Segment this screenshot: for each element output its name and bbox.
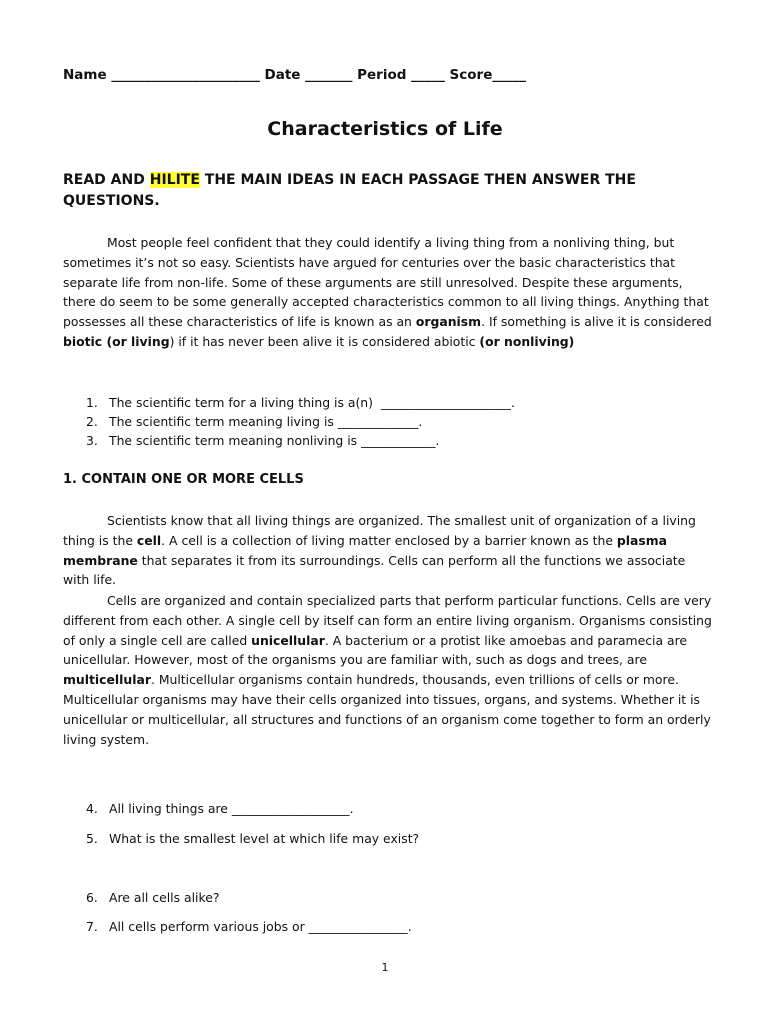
term-cell: cell [136,532,162,548]
cells2-text-3: . Multicellular organisms contain hundreds, thousands, even trillions of cells or more. Multicellular organisms may have their cells organized into tissues, organs, and systems. Whether it is unicellular or multicellular, all structures and functions of an organism come together to form an orderly living system. [63,672,711,747]
cells1-text-2: . A cell is a collection of living matter enclosed by a barrier known as the [161,532,617,548]
intro-paragraph [63,233,713,352]
question-text: All living things are ___________________. [109,801,354,816]
term-multicellular: multicellular [63,672,151,688]
question-number: 6. [86,890,98,905]
question-6 [86,888,219,907]
page-number: 1 [381,961,389,974]
question-text: All cells perform various jobs or ________________. [109,919,412,934]
question-number: 2. [86,414,98,429]
instructions-part1: READ AND [63,172,150,188]
cells2-text-1: Cells are organized and contain specialized parts that perform particular functions. Cells are very different from each other. A single cell by itself can form an entire living organism. Organisms consisting of only a single cell are called [63,593,712,648]
question-3 [86,431,439,450]
instructions-highlight: HILITE [149,172,200,188]
question-4 [86,799,354,818]
intro-text-2: . If something is alive it is considered [481,314,712,330]
question-text: The scientific term meaning living is _____________. [109,414,423,429]
term-unicellular: unicellular [251,632,325,648]
question-number: 4. [86,801,98,816]
term-organism: organism [415,314,482,330]
question-number: 1. [86,395,98,410]
question-2 [86,412,422,431]
term-biotic: biotic (or living [63,333,170,349]
term-plasma-membrane: plasma membrane [63,532,668,568]
cells-paragraph-1 [63,511,713,590]
cells2-text-2: . A bacterium or a protist like amoebas and paramecia are unicellular. However, most of the organisms you are familiar with, such as dogs and trees, are [63,632,688,668]
question-number: 3. [86,433,98,448]
question-number: 5. [86,831,98,846]
cells1-text-1: Scientists know that all living things are organized. The smallest unit of organization of a living thing is the [63,513,696,548]
section-heading-cells: 1. CONTAIN ONE OR MORE CELLS [63,472,304,487]
question-text: The scientific term for a living thing is a(n) _____________________. [109,395,515,410]
cells-paragraph-2 [63,591,713,749]
question-5 [86,829,419,848]
cells1-text-3: that separates it from its surroundings. Cells can perform all the functions we associate with life. [63,552,686,588]
question-text: The scientific term meaning nonliving is ____________. [109,433,440,448]
student-info-header: Name ______________________ Date _______ Period _____ Score_____ [63,67,527,83]
term-nonliving: (or nonliving) [479,333,575,349]
instructions-part2: THE MAIN IDEAS IN EACH PASSAGE THEN ANSWER THE QUESTIONS. [63,172,636,209]
page-title: Characteristics of Life [267,118,503,140]
instructions [63,170,713,212]
question-text: What is the smallest level at which life may exist? [109,831,420,846]
question-7 [86,917,412,936]
question-1 [86,393,515,412]
question-text: Are all cells alike? [109,890,220,905]
intro-text-1: Most people feel confident that they could identify a living thing from a nonliving thing, but sometimes it’s not so easy. Scientists have argued for centuries over the basic characteristics that separate life from non-life. Some of these arguments are still unresolved. Despite these arguments, there do seem to be some generally accepted characteristics common to all living things. Anything that possesses all these characteristics of life is known as an [63,235,709,330]
question-number: 7. [86,919,98,934]
intro-text-3: ) if it has never been alive it is considered abiotic [169,333,480,349]
